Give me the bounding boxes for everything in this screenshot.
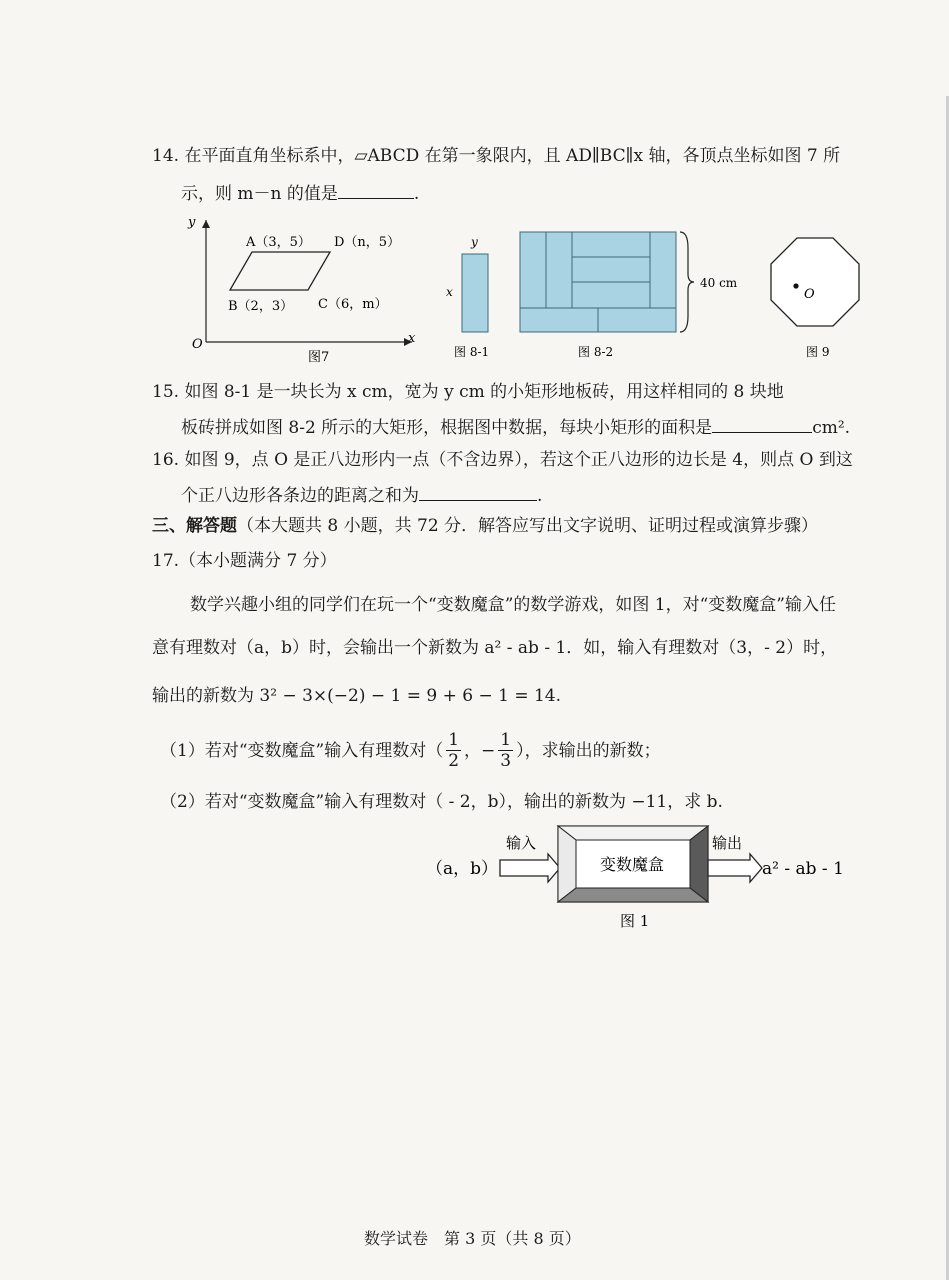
- fraction-one-half: [446, 730, 461, 771]
- small-tile: [462, 254, 488, 332]
- q15-line2-text: 板砖拼成如图 8-2 所示的大矩形，根据图中数据，每块小矩形的面积是: [181, 418, 713, 438]
- vertex-c-label: C（6，m）: [318, 297, 388, 312]
- vertex-a-label: A（3，5）: [246, 235, 311, 250]
- q17-subquestion-1: [160, 730, 661, 771]
- q17-subquestion-2: （2）若对“变数魔盒”输入有理数对（ - 2，b），输出的新数为 −11，求 b.: [160, 792, 723, 812]
- tile-bottom-1: [520, 308, 598, 332]
- q14-answer-blank[interactable]: [338, 180, 414, 199]
- q17-s1-text: （1）若对“变数魔盒”输入有理数对（: [160, 740, 444, 761]
- page-footer: 数学试卷 第 3 页（共 8 页）: [364, 1229, 581, 1248]
- q17-heading: 17.（本小题满分 7 分）: [152, 551, 337, 571]
- fig7-y-label: y: [188, 215, 196, 230]
- fraction-denominator: 3: [500, 751, 512, 771]
- height-brace: [680, 232, 694, 332]
- output-expression: a² - ab - 1: [762, 859, 844, 879]
- fraction-numerator: 1: [500, 730, 512, 750]
- tile-vertical-2: [546, 232, 572, 308]
- figure-8-2: [516, 228, 746, 364]
- fig82-caption: 图 8-2: [578, 345, 614, 359]
- tile-bottom-2: [598, 308, 676, 332]
- fig81-y-label: y: [471, 235, 478, 249]
- input-pair-label: （a，b）: [426, 859, 499, 879]
- box-bevel-top: [558, 826, 708, 840]
- output-label: 输出: [712, 834, 743, 852]
- q17-paragraph-2: 意有理数对（a，b）时，会输出一个新数为 a² - ab - 1．如，输入有理数对（3，- 2）时，: [152, 638, 838, 658]
- q17-paragraph-3: 输出的新数为 3² − 3×(−2) − 1 = 9 + 6 − 1 = 14.: [152, 686, 562, 706]
- fig81-caption: 图 8-1: [454, 345, 490, 359]
- tile-vertical-1: [520, 232, 546, 308]
- y-axis-arrow: [202, 220, 210, 228]
- box-bevel-bottom: [558, 888, 708, 902]
- q14-line2: [181, 180, 419, 206]
- q14-line2-end: .: [413, 184, 420, 204]
- q16-line2: [181, 482, 542, 508]
- fraction-denominator: 2: [448, 751, 460, 771]
- fig81-x-label: x: [446, 285, 453, 299]
- q17-s1-separator: ，−: [464, 740, 496, 761]
- fig9-caption: 图 9: [806, 345, 830, 359]
- tile-horizontal-2: [572, 257, 650, 282]
- input-label: 输入: [506, 834, 537, 852]
- q16-line1: 16. 如图 9，点 O 是正八边形内一点（不含边界），若这个正八边形的边长是 4，则点 O 到这: [152, 450, 853, 470]
- q16-answer-blank[interactable]: [419, 482, 537, 501]
- q16-line2-end: .: [537, 486, 543, 506]
- q15-unit: cm².: [812, 418, 851, 438]
- q17-paragraph-1: 数学兴趣小组的同学们在玩一个“变数魔盒”的数学游戏，如图 1，对“变数魔盒”输入任: [190, 595, 836, 615]
- figure-9: [756, 228, 876, 364]
- vertex-d-label: D（n，5）: [334, 235, 401, 250]
- q17-s1-end: ），求输出的新数；: [516, 740, 661, 761]
- fig1-caption: 图 1: [620, 912, 650, 930]
- tile-horizontal-3: [572, 282, 650, 308]
- fig82-dimension: 40 cm: [700, 276, 738, 290]
- section-3-title: 三、解答题: [152, 516, 237, 536]
- vertex-b-label: B（2，3）: [228, 299, 294, 314]
- figure-7: [180, 208, 420, 368]
- input-arrow: [500, 854, 560, 882]
- q16-line2-text: 个正八边形各条边的距离之和为: [181, 486, 419, 506]
- q14-line2-text: 示，则 m－n 的值是: [181, 184, 338, 204]
- fraction-one-third: [498, 730, 513, 771]
- fraction-numerator: 1: [448, 730, 460, 750]
- q15-answer-blank[interactable]: [712, 414, 812, 433]
- section-3-description: （本大题共 8 小题，共 72 分．解答应写出文字说明、证明过程或演算步骤）: [237, 516, 819, 536]
- fig7-caption: 图7: [308, 350, 330, 365]
- figure-1-magic-box: [420, 818, 860, 936]
- q15-line2: [181, 414, 850, 440]
- figure-8-1: [440, 228, 506, 364]
- fig7-x-label: x: [408, 331, 416, 346]
- output-arrow: [708, 854, 762, 882]
- point-o: [793, 283, 798, 288]
- fig9-o-label: O: [804, 287, 815, 302]
- magic-box-label: 变数魔盒: [600, 855, 665, 874]
- regular-octagon: [771, 238, 859, 326]
- q14-line1: 14. 在平面直角坐标系中，▱ABCD 在第一象限内，且 AD∥BC∥x 轴，各顶点坐标如图 7 所: [152, 146, 841, 166]
- q15-line1: 15. 如图 8-1 是一块长为 x cm，宽为 y cm 的小矩形地板砖，用这样相同的 8 块地: [152, 382, 784, 402]
- tile-vertical-3: [650, 232, 676, 308]
- fig7-origin-label: O: [192, 337, 203, 352]
- parallelogram-abcd: [230, 252, 330, 290]
- section-3-heading: [152, 514, 818, 538]
- tile-horizontal-1: [572, 232, 650, 257]
